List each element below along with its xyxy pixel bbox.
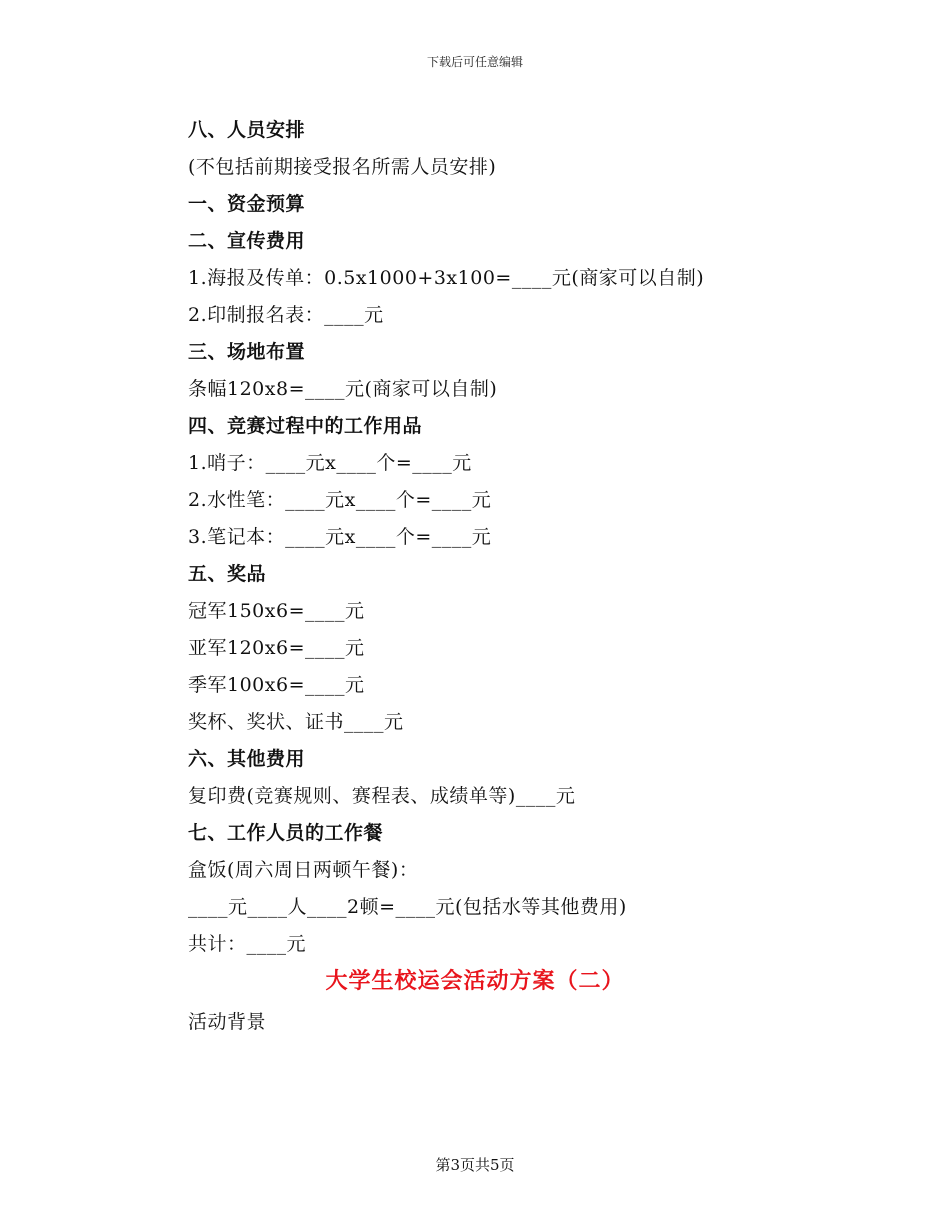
section-heading-budget: 一、资金预算 [188, 193, 306, 215]
other-costs-item-copying: 复印费(竞赛规则、赛程表、成绩单等)____元 [188, 785, 576, 807]
section-heading-other-costs: 六、其他费用 [188, 748, 306, 770]
section-heading-staffing: 八、人员安排 [188, 119, 306, 141]
page-number: 第3页共5页 [435, 1156, 515, 1174]
section-title: 大学生校运会活动方案（二） [325, 969, 625, 994]
publicity-item-posters: 1.海报及传单：0.5x1000+3x100=____元(商家可以自制) [188, 267, 705, 289]
prize-item-champion: 冠军150x6=____元 [188, 600, 365, 622]
supplies-item-pen: 2.水性笔：____元x____个=____元 [188, 489, 492, 511]
page-header: 下载后可任意编辑 [426, 55, 523, 69]
section-heading-meals: 七、工作人员的工作餐 [188, 822, 384, 844]
prize-item-third: 季军100x6=____元 [188, 674, 365, 696]
prize-item-runner-up: 亚军120x6=____元 [188, 637, 365, 659]
background-heading: 活动背景 [188, 1011, 267, 1033]
supplies-item-whistle: 1.哨子：____元x____个=____元 [188, 452, 472, 474]
section-heading-supplies: 四、竞赛过程中的工作用品 [188, 415, 423, 437]
total-line: 共计：____元 [188, 933, 307, 955]
document-body [188, 112, 788, 963]
meals-item-boxed-lunch: 盒饭(周六周日两顿午餐)： [188, 859, 419, 881]
section-heading-prizes: 五、奖品 [188, 563, 267, 585]
venue-item-banner: 条幅120x8=____元(商家可以自制) [188, 378, 498, 400]
section-heading-publicity: 二、宣传费用 [188, 230, 306, 252]
section-heading-venue: 三、场地布置 [188, 341, 306, 363]
prize-item-trophies: 奖杯、奖状、证书____元 [188, 711, 404, 733]
meals-item-calculation: ____元____人____2顿=____元(包括水等其他费用) [188, 896, 627, 918]
publicity-item-forms: 2.印制报名表：____元 [188, 304, 384, 326]
supplies-item-notebook: 3.笔记本：____元x____个=____元 [188, 526, 492, 548]
staffing-note: (不包括前期接受报名所需人员安排) [188, 156, 497, 178]
